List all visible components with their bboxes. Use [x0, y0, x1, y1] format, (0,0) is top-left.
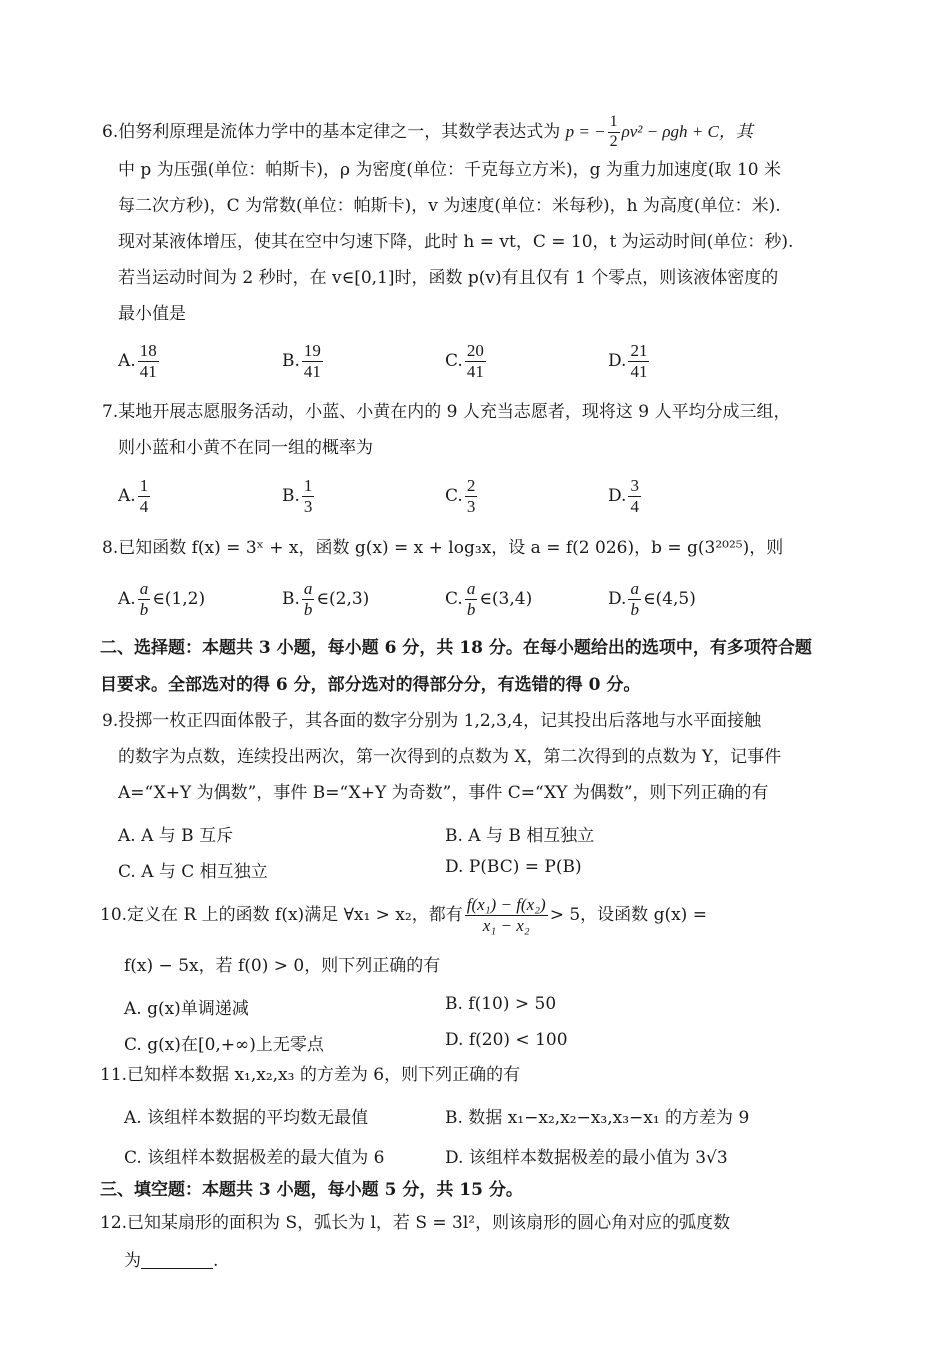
q11-option-d[interactable]: D. 该组样本数据极差的最小值为 3√3 [445, 1148, 728, 1168]
q10-option-b[interactable]: B. f(10) > 50 [445, 994, 557, 1014]
q9-option-c[interactable]: C. A 与 C 相互独立 [118, 862, 268, 882]
q11-option-c[interactable]: C. 该组样本数据极差的最大值为 6 [124, 1148, 385, 1168]
q8-option-d[interactable]: D. $\frac{a}{b}$ ∈(4,5) [608, 579, 696, 619]
q10-option-a[interactable]: A. g(x)单调递减 [124, 999, 249, 1019]
q6-option-d[interactable]: D. $\frac{21}{41}$ [608, 341, 648, 381]
q12-answer-blank[interactable] [141, 1268, 213, 1269]
q9-option-b[interactable]: B. A 与 B 相互独立 [445, 826, 595, 846]
q9-line-1: 9.投掷一枚正四面体骰子，其各面的数字分别为 1,2,3,4，记其投出后落地与水平面接触 [102, 711, 762, 731]
q8-line-1: 8.已知函数 f(x) = 3ˣ + x，函数 g(x) = x + log₃x，设 a = f(2 026)，b = g(3²⁰²⁵)，则 [102, 538, 784, 558]
q6-number: 6. [102, 121, 119, 142]
q12-line-1: 12.已知某扇形的面积为 S，弧长为 l，若 S = 3l²，则该扇形的圆心角对应的弧度数 [100, 1213, 731, 1233]
q10-option-d[interactable]: D. f(20) < 100 [445, 1030, 568, 1050]
q10-line-1: 10.定义在 R 上的函数 f(x)满足 ∀x₁ > x₂，都有 $\frac{\text{f(x₁) − f(x₂)}}{\text{x₁ − x₂}}$ > 5，设函数 g(x) = [100, 895, 707, 935]
q7-option-b[interactable]: B. $\frac{1}{3}$ [282, 476, 313, 516]
q6-line-2: 中 p 为压强(单位：帕斯卡)，ρ 为密度(单位：千克每立方米)，g 为重力加速度(取 10 米 [118, 160, 781, 180]
q9-line-3: A=“X+Y 为偶数”，事件 B=“X+Y 为奇数”，事件 C=“XY 为偶数”，则下列正确的有 [118, 783, 769, 803]
q9-line-2: 的数字为点数，连续投出两次，第一次得到的点数为 X，第二次得到的点数为 Y，记事件 [118, 747, 782, 767]
q6-formula-pre: p = − [565, 121, 606, 141]
q6-option-b[interactable]: B. $\frac{19}{41}$ [282, 341, 321, 381]
q8-option-a[interactable]: A. $\frac{a}{b}$ ∈(1,2) [118, 579, 206, 619]
q8-option-c[interactable]: C. $\frac{a}{b}$ ∈(3,4) [445, 579, 533, 619]
q7-line-1: 7.某地开展志愿服务活动，小蓝、小黄在内的 9 人充当志愿者，现将这 9 人平均分成三组， [102, 402, 791, 422]
section-2-heading-line-2: 目要求。全部选对的得 6 分，部分选对的得部分分，有选错的得 0 分。 [100, 675, 641, 695]
q10-option-c[interactable]: C. g(x)在[0,+∞)上无零点 [124, 1035, 324, 1055]
q6-option-a[interactable]: A. $\frac{18}{41}$ [118, 341, 157, 381]
q7-option-a[interactable]: A. $\frac{1}{4}$ [118, 476, 149, 516]
q10-fraction: $\frac{\text{f(x₁) − f(x₂)}}{\text{x₁ − x₂}}$ [466, 895, 546, 935]
q6-fraction-half: $\frac{1}{2}$ [609, 113, 618, 150]
q6-line-5: 若当运动时间为 2 秒时，在 v∈[0,1]时，函数 p(v)有且仅有 1 个零点，则该液体密度的 [118, 268, 779, 288]
q10-line-2: f(x) − 5x，若 f(0) > 0，则下列正确的有 [124, 956, 441, 976]
q7-option-c[interactable]: C. $\frac{2}{3}$ [445, 476, 476, 516]
q11-line-1: 11.已知样本数据 x₁,x₂,x₃ 的方差为 6，则下列正确的有 [100, 1065, 521, 1085]
q11-option-a[interactable]: A. 该组样本数据的平均数无最值 [124, 1108, 369, 1128]
q11-option-b[interactable]: B. 数据 x₁−x₂,x₂−x₃,x₃−x₁ 的方差为 9 [445, 1108, 750, 1128]
q6-option-c[interactable]: C. $\frac{20}{41}$ [445, 341, 484, 381]
q6-formula-post: ρv² − ρgh + C，其 [621, 121, 753, 141]
q9-option-a[interactable]: A. A 与 B 互斥 [118, 826, 234, 846]
section-2-heading-line-1: 二、选择题：本题共 3 小题，每小题 6 分，共 18 分。在每小题给出的选项中，有多项符合题 [100, 638, 812, 658]
q6-text: 伯努利原理是流体力学中的基本定律之一，其数学表达式为 [118, 121, 566, 142]
q12-line-2: 为 . [124, 1251, 219, 1271]
q8-option-b[interactable]: B. $\frac{a}{b}$ ∈(2,3) [282, 579, 370, 619]
q7-line-2: 则小蓝和小黄不在同一组的概率为 [118, 438, 373, 458]
q6-line-4: 现对某液体增压，使其在空中匀速下降，此时 h = vt，C = 10，t 为运动时间(单位：秒). [118, 232, 794, 252]
section-3-heading: 三、填空题：本题共 3 小题，每小题 5 分，共 15 分。 [100, 1180, 523, 1200]
q6-line-1 [102, 114, 753, 151]
q6-line-3: 每二次方秒)，C 为常数(单位：帕斯卡)，v 为速度(单位：米每秒)，h 为高度(单位：米). [118, 196, 781, 216]
q7-option-d[interactable]: D. $\frac{3}{4}$ [608, 476, 639, 516]
q6-line-6: 最小值是 [118, 304, 186, 324]
q9-option-d[interactable]: D. P(BC) = P(B) [445, 857, 582, 877]
